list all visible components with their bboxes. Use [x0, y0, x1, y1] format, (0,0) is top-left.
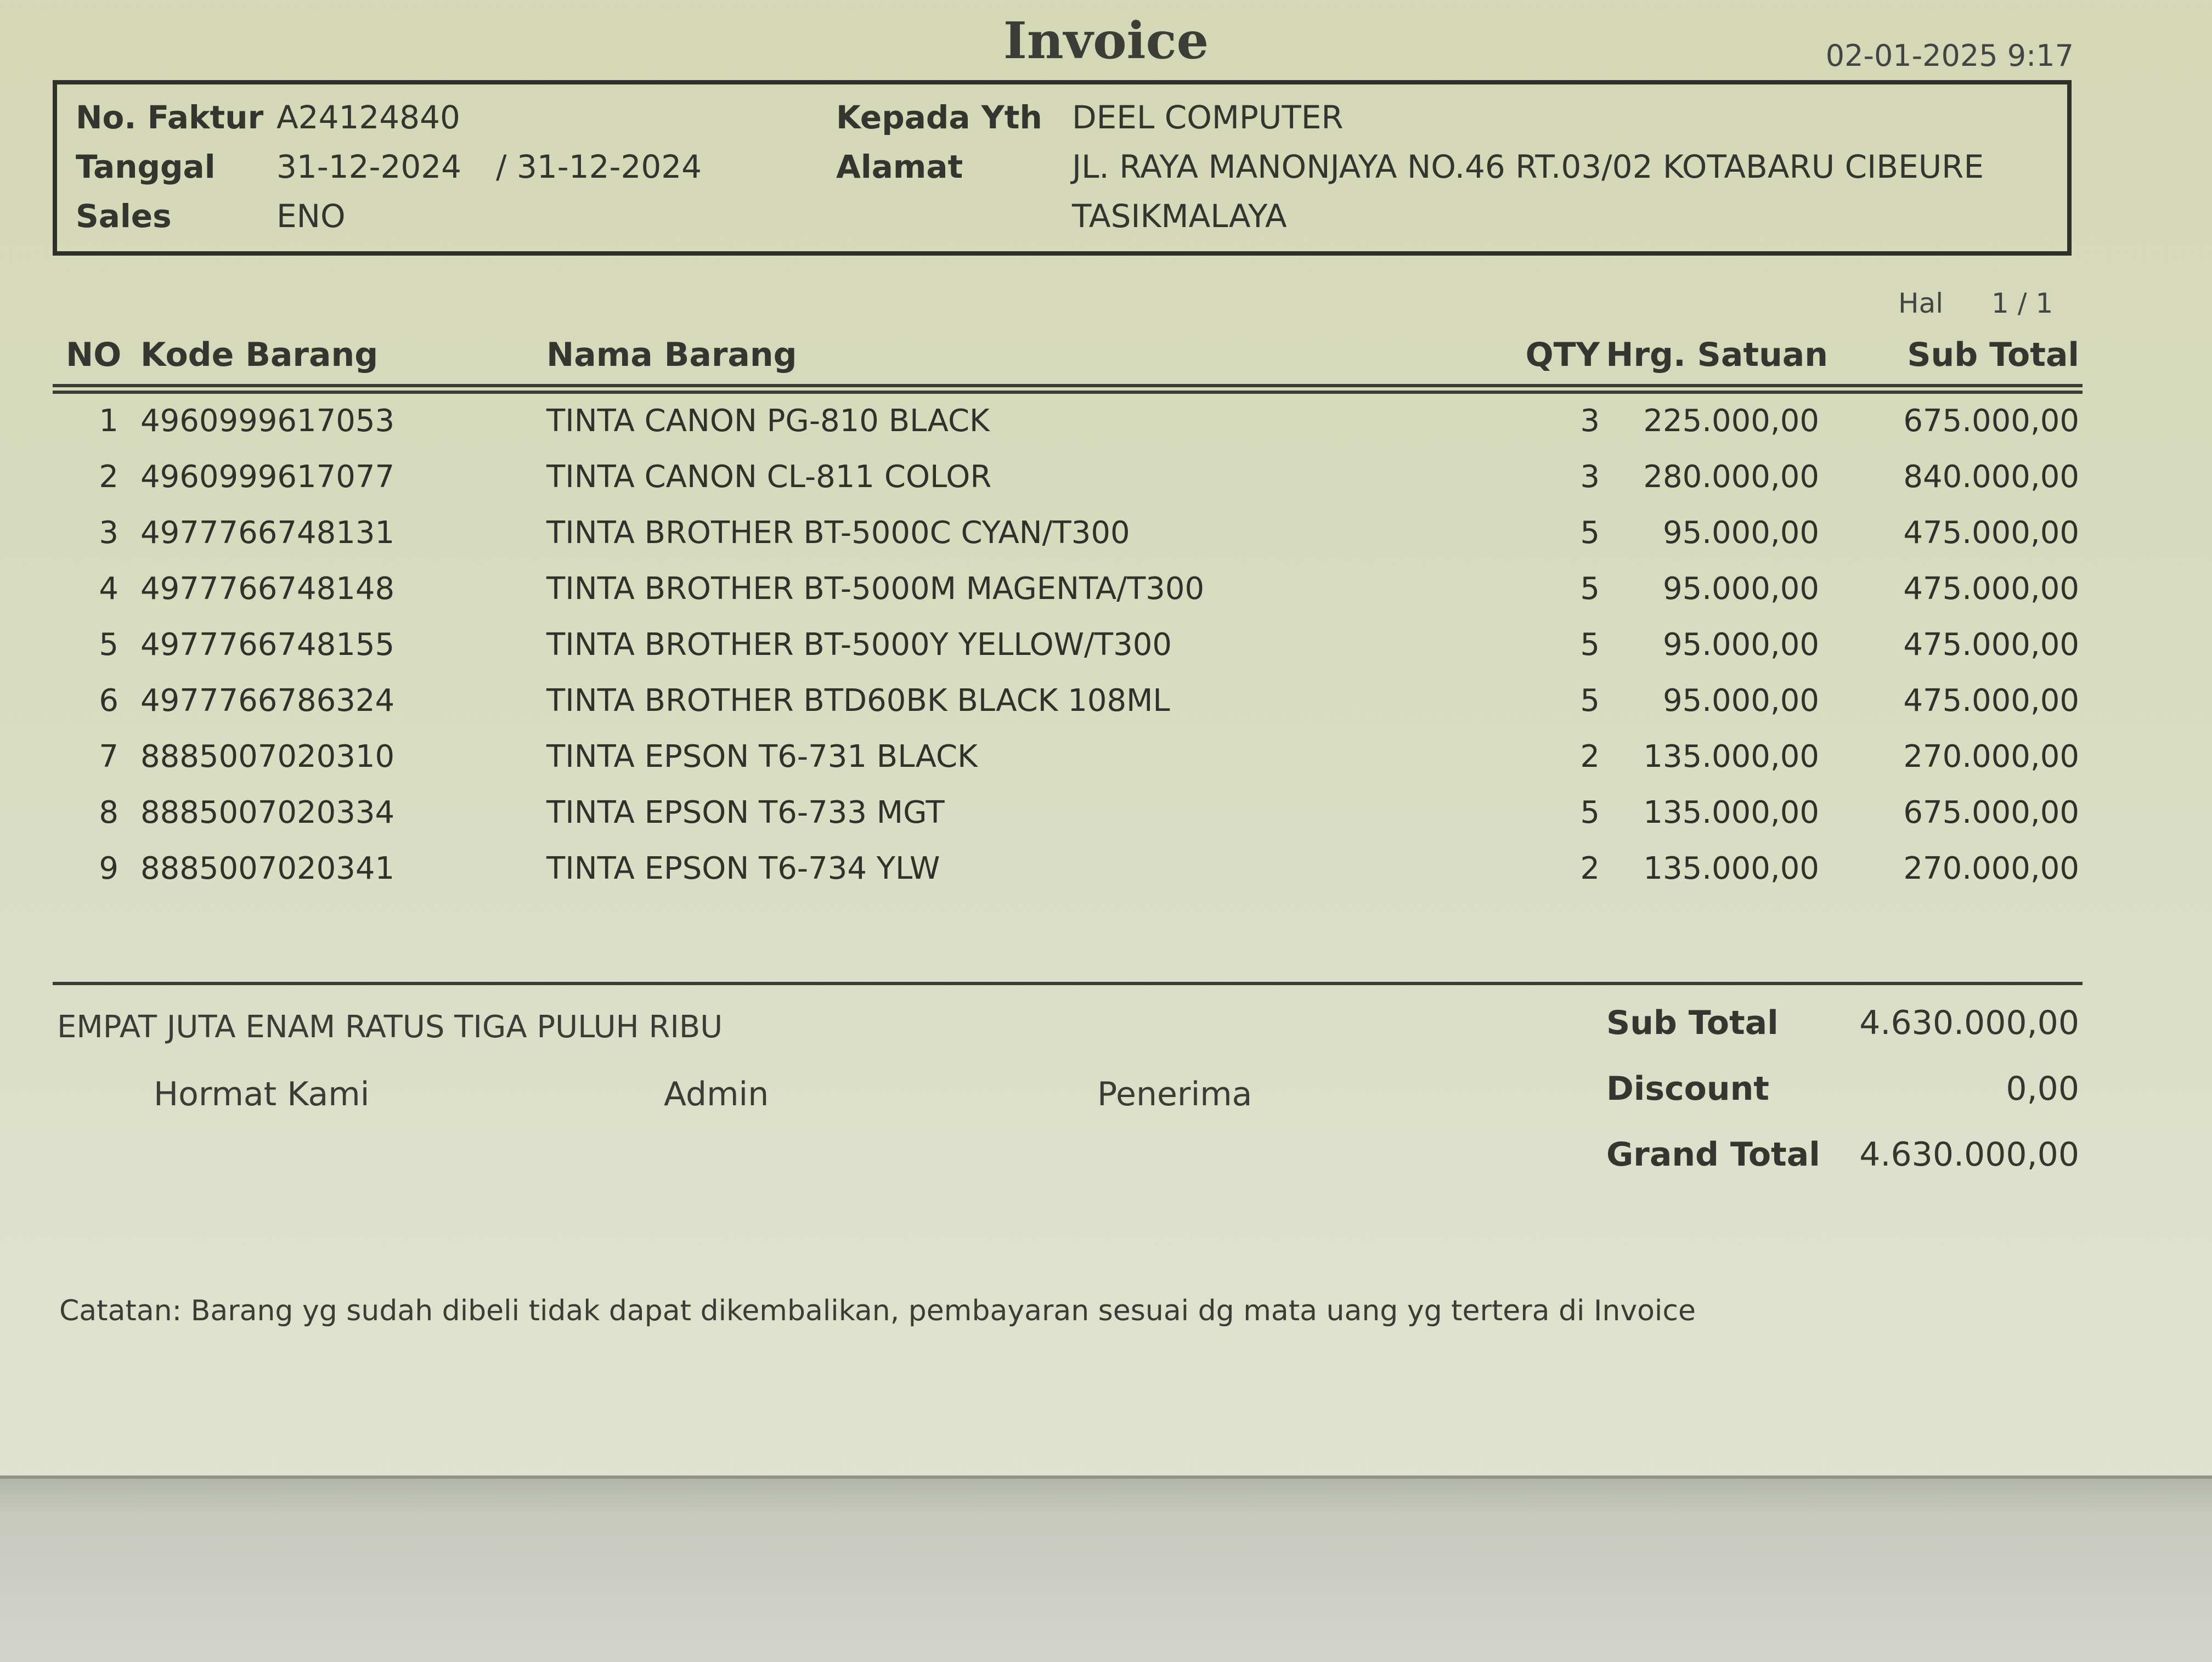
no-faktur-value: A24124840	[276, 99, 460, 136]
row-subtotal: 675.000,00	[1903, 403, 2079, 439]
sales-value: ENO	[276, 197, 346, 235]
row-no: 3	[99, 515, 119, 551]
page-label: Hal	[1898, 287, 1944, 319]
row-subtotal: 270.000,00	[1903, 851, 2079, 886]
discount-label: Discount	[1606, 1070, 1769, 1108]
footer-rule	[53, 982, 2083, 985]
row-kode: 8885007020310	[140, 739, 395, 775]
signature-penerima: Penerima	[1097, 1075, 1252, 1113]
row-qty: 5	[1580, 683, 1600, 719]
alamat-label: Alamat	[836, 148, 963, 185]
sales-label: Sales	[76, 197, 172, 235]
row-kode: 4977766748155	[140, 627, 395, 663]
row-harga: 135.000,00	[1643, 851, 1819, 886]
col-subtotal: Sub Total	[1907, 336, 2079, 374]
row-subtotal: 475.000,00	[1903, 571, 2079, 607]
row-qty: 5	[1580, 571, 1600, 607]
signature-hormat-kami: Hormat Kami	[154, 1075, 370, 1113]
row-no: 1	[99, 403, 119, 439]
table-row	[0, 739, 2212, 795]
row-nama: TINTA BROTHER BT-5000C CYAN/T300	[546, 515, 1130, 551]
row-kode: 4960999617053	[140, 403, 395, 439]
grand-total-value: 4.630.000,00	[1859, 1135, 2079, 1174]
alamat-line1: JL. RAYA MANONJAYA NO.46 RT.03/02 KOTABARU CIBEURE	[1072, 148, 1984, 185]
row-kode: 4960999617077	[140, 459, 395, 495]
col-harga: Hrg. Satuan	[1606, 336, 1828, 374]
table-row	[0, 795, 2212, 851]
header-double-rule	[53, 384, 2083, 394]
row-nama: TINTA BROTHER BT-5000Y YELLOW/T300	[546, 627, 1172, 663]
page-number: 1 / 1	[1991, 287, 2053, 319]
row-kode: 4977766786324	[140, 683, 395, 719]
monitor-bezel	[0, 1476, 2212, 1662]
row-no: 9	[99, 851, 119, 886]
table-row	[0, 459, 2212, 515]
row-harga: 95.000,00	[1662, 683, 1819, 719]
row-no: 7	[99, 739, 119, 775]
invoice-note: Catatan: Barang yg sudah dibeli tidak dapat dikembalikan, pembayaran sesuai dg mata uang yg tertera di Invoice	[59, 1294, 1696, 1327]
row-harga: 135.000,00	[1643, 795, 1819, 830]
row-harga: 280.000,00	[1643, 459, 1819, 495]
table-row	[0, 515, 2212, 571]
tanggal-start: 31-12-2024	[276, 148, 462, 185]
print-datetime: 02-01-2025 9:17	[1825, 38, 2074, 73]
table-row	[0, 683, 2212, 739]
row-qty: 5	[1580, 795, 1600, 830]
row-kode: 8885007020334	[140, 795, 395, 830]
row-kode: 8885007020341	[140, 851, 395, 886]
row-nama: TINTA CANON CL-811 COLOR	[546, 459, 992, 495]
row-subtotal: 675.000,00	[1903, 795, 2079, 830]
row-no: 4	[99, 571, 119, 607]
invoice-title: Invoice	[1003, 11, 1209, 70]
row-qty: 5	[1580, 515, 1600, 551]
row-nama: TINTA EPSON T6-734 YLW	[546, 851, 940, 886]
row-harga: 95.000,00	[1662, 515, 1819, 551]
row-qty: 2	[1580, 851, 1600, 886]
row-nama: TINTA BROTHER BTD60BK BLACK 108ML	[546, 683, 1170, 719]
row-qty: 3	[1580, 459, 1600, 495]
subtotal-label: Sub Total	[1606, 1004, 1779, 1042]
row-kode: 4977766748131	[140, 515, 395, 551]
row-nama: TINTA BROTHER BT-5000M MAGENTA/T300	[546, 571, 1205, 607]
kepada-value: DEEL COMPUTER	[1072, 99, 1344, 136]
row-subtotal: 475.000,00	[1903, 627, 2079, 663]
table-row	[0, 571, 2212, 627]
row-nama: TINTA EPSON T6-733 MGT	[546, 795, 945, 830]
row-subtotal: 840.000,00	[1903, 459, 2079, 495]
tanggal-end: / 31-12-2024	[496, 148, 702, 185]
row-nama: TINTA EPSON T6-731 BLACK	[546, 739, 978, 775]
row-no: 6	[99, 683, 119, 719]
row-no: 2	[99, 459, 119, 495]
items-table	[0, 403, 2212, 907]
row-no: 5	[99, 627, 119, 663]
col-qty: QTY	[1525, 336, 1600, 374]
row-harga: 225.000,00	[1643, 403, 1819, 439]
col-kode: Kode Barang	[140, 336, 379, 374]
no-faktur-label: No. Faktur	[76, 99, 264, 136]
row-subtotal: 475.000,00	[1903, 683, 2079, 719]
amount-in-words: EMPAT JUTA ENAM RATUS TIGA PULUH RIBU	[57, 1009, 723, 1045]
subtotal-value: 4.630.000,00	[1859, 1004, 2079, 1042]
row-subtotal: 475.000,00	[1903, 515, 2079, 551]
tanggal-label: Tanggal	[76, 148, 216, 185]
discount-value: 0,00	[2006, 1070, 2079, 1108]
row-subtotal: 270.000,00	[1903, 739, 2079, 775]
col-no: NO	[66, 336, 122, 374]
col-nama: Nama Barang	[546, 336, 797, 374]
table-row	[0, 627, 2212, 683]
row-kode: 4977766748148	[140, 571, 395, 607]
grand-total-label: Grand Total	[1606, 1135, 1820, 1174]
row-nama: TINTA CANON PG-810 BLACK	[546, 403, 990, 439]
table-row	[0, 403, 2212, 459]
kepada-label: Kepada Yth	[836, 99, 1042, 136]
row-qty: 3	[1580, 403, 1600, 439]
row-harga: 135.000,00	[1643, 739, 1819, 775]
row-harga: 95.000,00	[1662, 571, 1819, 607]
row-no: 8	[99, 795, 119, 830]
row-qty: 2	[1580, 739, 1600, 775]
table-row	[0, 851, 2212, 907]
invoice-header-box	[53, 80, 2072, 256]
row-qty: 5	[1580, 627, 1600, 663]
signature-admin: Admin	[664, 1075, 769, 1113]
row-harga: 95.000,00	[1662, 627, 1819, 663]
alamat-line2: TASIKMALAYA	[1072, 197, 1287, 235]
